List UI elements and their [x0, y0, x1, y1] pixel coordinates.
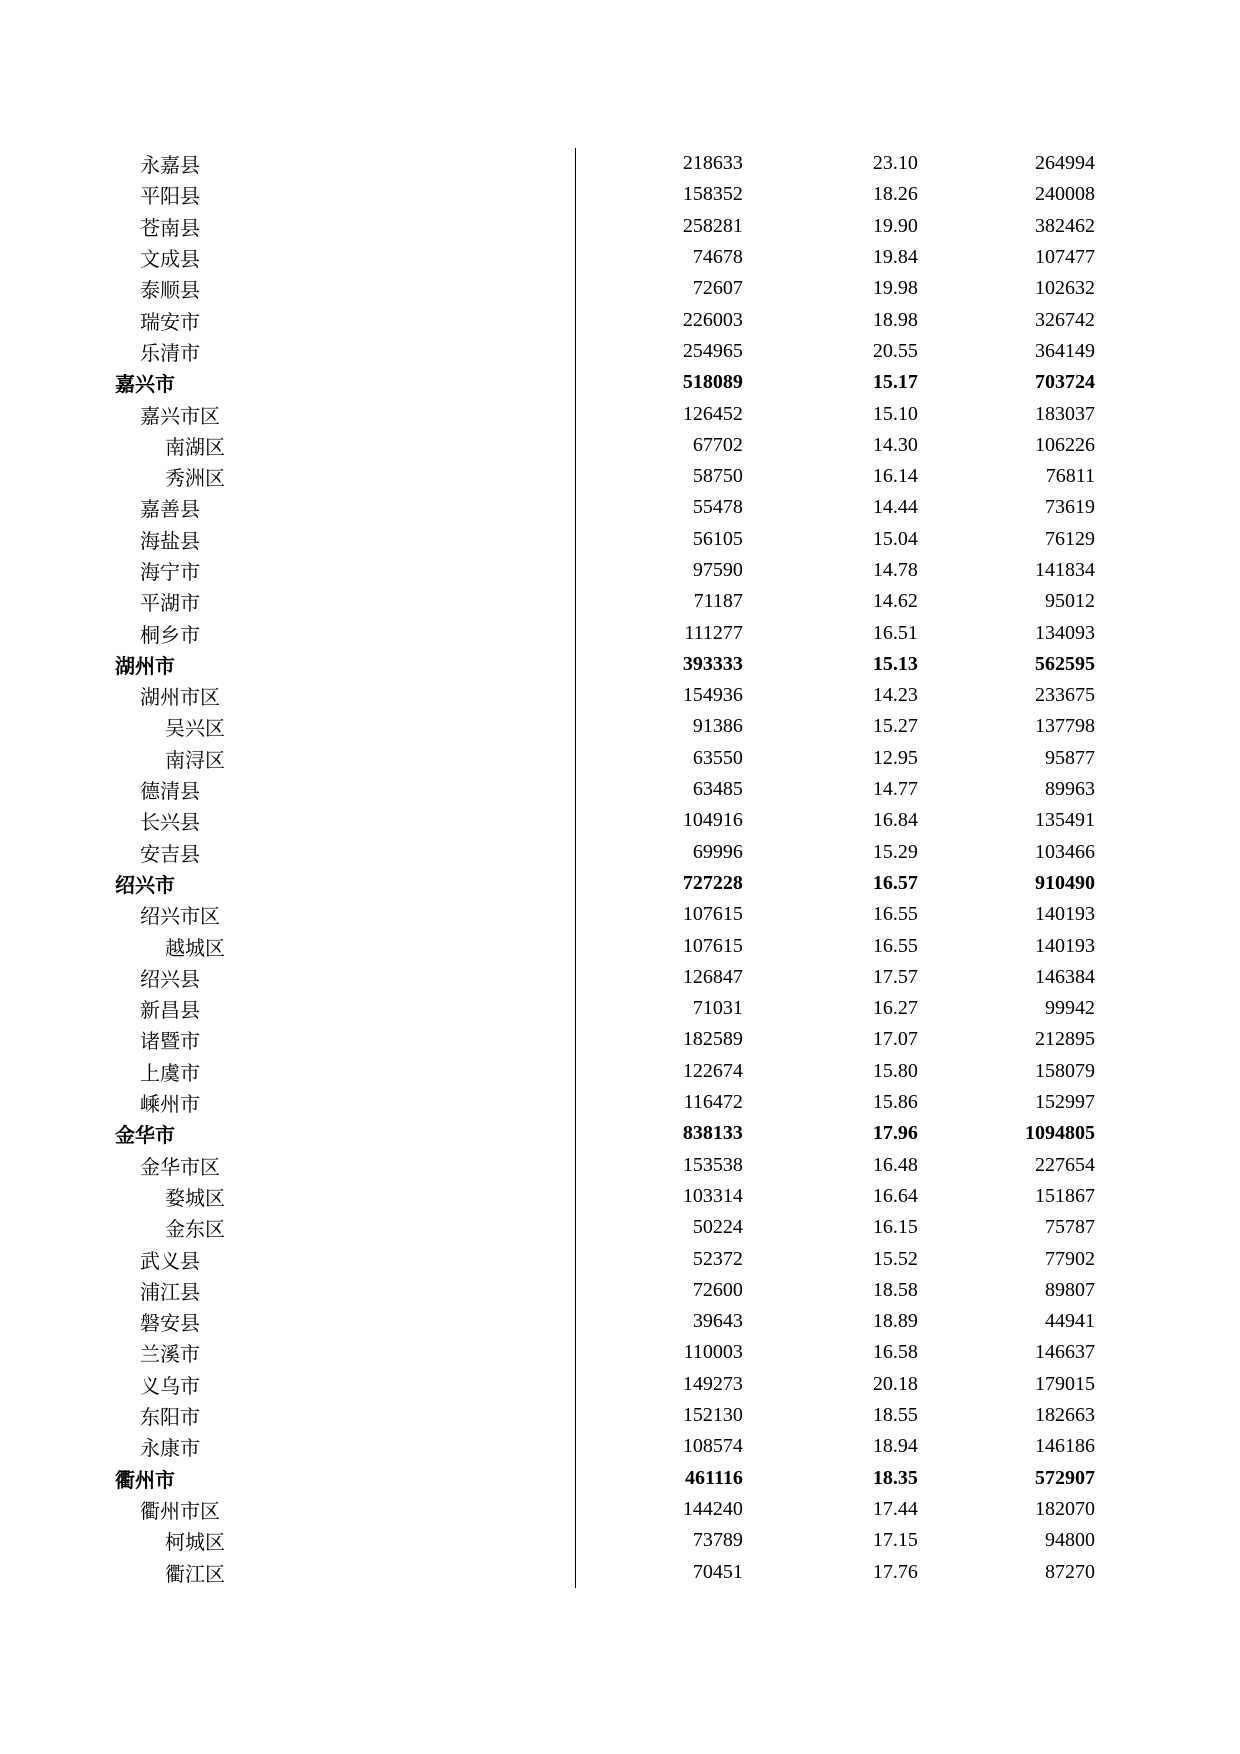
- value-3-cell: 89963: [1045, 778, 1095, 801]
- value-2-cell: 16.27: [872, 997, 918, 1020]
- region-name-cell: 绍兴县: [115, 962, 576, 993]
- value-1-cell: 152130: [682, 1404, 743, 1427]
- region-name-cell: 东阳市: [115, 1400, 576, 1431]
- value-1-cell: 218633: [682, 152, 743, 175]
- value-2-cell: 16.64: [872, 1184, 918, 1207]
- value-3-cell: 146384: [1035, 965, 1095, 988]
- value-3-cell: 151867: [1035, 1184, 1095, 1207]
- value-2-cell: 15.04: [872, 527, 918, 550]
- county-row: [115, 1400, 1095, 1431]
- county-row: [115, 1150, 1095, 1181]
- city-row: [115, 868, 1095, 899]
- region-name-cell: 上虞市: [115, 1056, 576, 1087]
- value-1-cell: 58750: [692, 465, 743, 488]
- value-2-cell: 20.55: [872, 339, 918, 362]
- county-row: [115, 304, 1095, 335]
- value-2-cell: 15.10: [872, 402, 918, 425]
- value-1-cell: 71031: [692, 997, 743, 1020]
- value-3-cell: 107477: [1035, 246, 1095, 269]
- region-name-cell: 苍南县: [115, 211, 576, 242]
- county-row: [115, 617, 1095, 648]
- value-3-cell: 103466: [1035, 840, 1095, 863]
- region-name-cell: 德清县: [115, 774, 576, 805]
- value-3-cell: 95012: [1045, 590, 1095, 613]
- city-row: [115, 1118, 1095, 1149]
- value-3-cell: 75787: [1045, 1216, 1095, 1239]
- county-row: [115, 680, 1095, 711]
- value-1-cell: 116472: [683, 1091, 743, 1114]
- value-2-cell: 15.80: [872, 1059, 918, 1082]
- value-2-cell: 14.44: [872, 496, 918, 519]
- value-3-cell: 140193: [1035, 934, 1095, 957]
- value-3-cell: 182070: [1035, 1497, 1095, 1520]
- district-row: [115, 1181, 1095, 1212]
- value-3-cell: 562595: [1035, 652, 1095, 675]
- value-2-cell: 23.10: [872, 152, 918, 175]
- value-3-cell: 146186: [1035, 1435, 1095, 1458]
- county-row: [115, 1369, 1095, 1400]
- county-row: [115, 1275, 1095, 1306]
- region-name-cell: 安吉县: [115, 837, 576, 868]
- value-1-cell: 126452: [682, 402, 743, 425]
- value-1-cell: 182589: [682, 1028, 743, 1051]
- value-1-cell: 158352: [682, 183, 743, 206]
- value-1-cell: 69996: [692, 840, 743, 863]
- region-name-cell: 长兴县: [115, 805, 576, 836]
- county-row: [115, 1337, 1095, 1368]
- region-name-cell: 文成县: [115, 242, 576, 273]
- value-1-cell: 153538: [682, 1153, 743, 1176]
- value-2-cell: 14.23: [872, 684, 918, 707]
- value-1-cell: 39643: [692, 1310, 743, 1333]
- value-3-cell: 134093: [1035, 621, 1095, 644]
- value-1-cell: 72607: [692, 277, 743, 300]
- region-name-cell: 柯城区: [115, 1525, 576, 1556]
- value-1-cell: 107615: [682, 903, 743, 926]
- value-3-cell: 382462: [1035, 214, 1095, 237]
- county-row: [115, 555, 1095, 586]
- value-1-cell: 50224: [692, 1216, 743, 1239]
- value-1-cell: 110003: [683, 1341, 743, 1364]
- region-name-cell: 金华市区: [115, 1150, 576, 1181]
- district-row: [115, 711, 1095, 742]
- value-2-cell: 16.55: [872, 903, 918, 926]
- region-name-cell: 平阳县: [115, 179, 576, 210]
- county-row: [115, 805, 1095, 836]
- value-2-cell: 15.13: [872, 652, 918, 675]
- value-2-cell: 19.90: [872, 214, 918, 237]
- value-2-cell: 17.76: [872, 1560, 918, 1583]
- county-row: [115, 1306, 1095, 1337]
- value-2-cell: 17.44: [872, 1497, 918, 1520]
- value-1-cell: 63550: [692, 746, 743, 769]
- region-name-cell: 乐清市: [115, 336, 576, 367]
- value-2-cell: 16.14: [872, 465, 918, 488]
- district-row: [115, 461, 1095, 492]
- value-3-cell: 140193: [1035, 903, 1095, 926]
- value-3-cell: 703724: [1035, 371, 1095, 394]
- city-row: [115, 367, 1095, 398]
- region-name-cell: 桐乡市: [115, 617, 576, 648]
- county-row: [115, 774, 1095, 805]
- value-1-cell: 52372: [692, 1247, 743, 1270]
- region-name-cell: 吴兴区: [115, 711, 576, 742]
- value-3-cell: 95877: [1045, 746, 1095, 769]
- value-1-cell: 108574: [682, 1435, 743, 1458]
- value-3-cell: 1094805: [1025, 1122, 1095, 1145]
- value-3-cell: 572907: [1035, 1466, 1095, 1489]
- value-2-cell: 16.84: [872, 809, 918, 832]
- county-row: [115, 211, 1095, 242]
- value-1-cell: 104916: [682, 809, 743, 832]
- value-1-cell: 73789: [692, 1529, 743, 1552]
- value-1-cell: 518089: [682, 371, 743, 394]
- region-name-cell: 湖州市: [115, 649, 576, 680]
- region-name-cell: 衢江区: [115, 1556, 576, 1587]
- value-3-cell: 146637: [1035, 1341, 1095, 1364]
- statistics-table: [115, 148, 1095, 1588]
- region-name-cell: 永嘉县: [115, 148, 576, 179]
- county-row: [115, 524, 1095, 555]
- value-2-cell: 20.18: [872, 1372, 918, 1395]
- value-1-cell: 91386: [692, 715, 743, 738]
- value-2-cell: 14.77: [872, 778, 918, 801]
- county-row: [115, 148, 1095, 179]
- value-1-cell: 254965: [682, 339, 743, 362]
- region-name-cell: 浦江县: [115, 1275, 576, 1306]
- county-row: [115, 837, 1095, 868]
- city-row: [115, 649, 1095, 680]
- value-2-cell: 19.98: [872, 277, 918, 300]
- district-row: [115, 743, 1095, 774]
- region-name-cell: 金东区: [115, 1212, 576, 1243]
- value-1-cell: 71187: [693, 590, 743, 613]
- value-2-cell: 15.29: [872, 840, 918, 863]
- value-2-cell: 19.84: [872, 246, 918, 269]
- region-name-cell: 秀洲区: [115, 461, 576, 492]
- county-row: [115, 1087, 1095, 1118]
- value-3-cell: 364149: [1035, 339, 1095, 362]
- value-2-cell: 14.78: [872, 559, 918, 581]
- value-1-cell: 393333: [682, 652, 743, 675]
- value-2-cell: 14.30: [872, 433, 918, 456]
- region-name-cell: 兰溪市: [115, 1337, 576, 1368]
- value-1-cell: 55478: [692, 496, 743, 519]
- county-row: [115, 1056, 1095, 1087]
- value-3-cell: 76129: [1045, 527, 1095, 550]
- value-2-cell: 17.07: [872, 1028, 918, 1051]
- value-1-cell: 461116: [685, 1466, 743, 1489]
- value-2-cell: 18.58: [872, 1278, 918, 1301]
- value-1-cell: 74678: [692, 246, 743, 269]
- statistics-table-body: [115, 148, 1095, 1588]
- value-3-cell: 212895: [1035, 1028, 1095, 1051]
- region-name-cell: 越城区: [115, 930, 576, 961]
- value-3-cell: 152997: [1035, 1091, 1095, 1114]
- region-name-cell: 金华市: [115, 1118, 576, 1149]
- region-name-cell: 武义县: [115, 1243, 576, 1274]
- value-2-cell: 18.98: [872, 308, 918, 331]
- region-name-cell: 绍兴市: [115, 868, 576, 899]
- region-name-cell: 南湖区: [115, 430, 576, 461]
- county-row: [115, 1243, 1095, 1274]
- district-row: [115, 430, 1095, 461]
- value-3-cell: 73619: [1045, 496, 1095, 519]
- value-3-cell: 183037: [1035, 402, 1095, 425]
- value-3-cell: 135491: [1035, 809, 1095, 832]
- value-3-cell: 94800: [1045, 1529, 1095, 1552]
- county-row: [115, 962, 1095, 993]
- region-name-cell: 泰顺县: [115, 273, 576, 304]
- value-1-cell: 149273: [682, 1372, 743, 1395]
- county-row: [115, 179, 1095, 210]
- district-row: [115, 1212, 1095, 1243]
- value-3-cell: 87270: [1045, 1560, 1095, 1583]
- value-1-cell: 103314: [682, 1184, 743, 1207]
- region-name-cell: 平湖市: [115, 586, 576, 617]
- value-2-cell: 16.48: [872, 1153, 918, 1176]
- value-1-cell: 226003: [682, 308, 743, 331]
- value-1-cell: 727228: [682, 871, 743, 894]
- value-1-cell: 67702: [692, 433, 743, 456]
- value-1-cell: 154936: [682, 684, 743, 707]
- value-3-cell: 326742: [1035, 308, 1095, 331]
- value-3-cell: 106226: [1035, 433, 1095, 456]
- district-row: [115, 1525, 1095, 1556]
- value-3-cell: 264994: [1035, 152, 1095, 175]
- value-2-cell: 18.94: [872, 1435, 918, 1458]
- value-2-cell: 16.57: [872, 871, 918, 894]
- region-name-cell: 诸暨市: [115, 1024, 576, 1055]
- value-3-cell: 99942: [1045, 997, 1095, 1020]
- county-row: [115, 1024, 1095, 1055]
- region-name-cell: 南浔区: [115, 743, 576, 774]
- value-1-cell: 107615: [682, 934, 743, 957]
- county-row: [115, 242, 1095, 273]
- county-row: [115, 1431, 1095, 1462]
- value-1-cell: 144240: [682, 1497, 743, 1520]
- value-3-cell: 158079: [1035, 1059, 1095, 1082]
- value-1-cell: 56105: [692, 527, 743, 550]
- value-2-cell: 18.55: [872, 1404, 918, 1427]
- region-name-cell: 义乌市: [115, 1369, 576, 1400]
- value-2-cell: 17.15: [872, 1529, 918, 1552]
- value-1-cell: 63485: [692, 778, 743, 801]
- value-3-cell: 179015: [1035, 1372, 1095, 1395]
- value-1-cell: 126847: [682, 965, 743, 988]
- value-2-cell: 15.17: [872, 371, 918, 394]
- value-1-cell: 838133: [682, 1122, 743, 1145]
- county-row: [115, 899, 1095, 930]
- value-2-cell: 12.95: [872, 746, 918, 769]
- value-2-cell: 16.55: [872, 934, 918, 957]
- region-name-cell: 湖州市区: [115, 680, 576, 711]
- city-row: [115, 1462, 1095, 1493]
- value-3-cell: 102632: [1035, 277, 1095, 300]
- region-name-cell: 衢州市区: [115, 1494, 576, 1525]
- value-3-cell: 77902: [1045, 1247, 1095, 1270]
- region-name-cell: 衢州市: [115, 1462, 576, 1493]
- region-name-cell: 嵊州市: [115, 1087, 576, 1118]
- value-2-cell: 18.35: [872, 1466, 918, 1489]
- value-3-cell: 240008: [1035, 183, 1095, 206]
- district-row: [115, 930, 1095, 961]
- county-row: [115, 336, 1095, 367]
- county-row: [115, 492, 1095, 523]
- county-row: [115, 273, 1095, 304]
- value-3-cell: 182663: [1035, 1404, 1095, 1427]
- value-1-cell: 111277: [684, 621, 743, 644]
- region-name-cell: 嘉兴市区: [115, 398, 576, 429]
- value-2-cell: 15.52: [872, 1247, 918, 1270]
- value-2-cell: 17.96: [872, 1122, 918, 1145]
- value-2-cell: 17.57: [872, 965, 918, 988]
- value-3-cell: 137798: [1035, 715, 1095, 738]
- region-name-cell: 瑞安市: [115, 304, 576, 335]
- region-name-cell: 海盐县: [115, 524, 576, 555]
- value-3-cell: 233675: [1035, 684, 1095, 707]
- region-name-cell: 绍兴市区: [115, 899, 576, 930]
- value-3-cell: 76811: [1045, 465, 1095, 488]
- value-2-cell: 15.86: [872, 1091, 918, 1114]
- region-name-cell: 婺城区: [115, 1181, 576, 1212]
- value-3-cell: 89807: [1045, 1278, 1095, 1301]
- county-row: [115, 398, 1095, 429]
- value-2-cell: 16.58: [872, 1341, 918, 1364]
- region-name-cell: 嘉兴市: [115, 367, 576, 398]
- value-3-cell: 44941: [1045, 1310, 1095, 1333]
- value-1-cell: 70451: [692, 1560, 743, 1583]
- value-1-cell: 97590: [692, 559, 743, 581]
- region-name-cell: 嘉善县: [115, 492, 576, 523]
- region-name-cell: 永康市: [115, 1431, 576, 1462]
- region-name-cell: 磐安县: [115, 1306, 576, 1337]
- district-row: [115, 1556, 1095, 1587]
- county-row: [115, 993, 1095, 1024]
- region-name-cell: 新昌县: [115, 993, 576, 1024]
- value-2-cell: 16.15: [872, 1216, 918, 1239]
- value-2-cell: 18.26: [872, 183, 918, 206]
- value-2-cell: 14.62: [872, 590, 918, 613]
- value-1-cell: 72600: [692, 1278, 743, 1301]
- value-1-cell: 122674: [682, 1059, 743, 1082]
- county-row: [115, 1494, 1095, 1525]
- value-2-cell: 18.89: [872, 1310, 918, 1333]
- value-1-cell: 258281: [682, 214, 743, 237]
- value-2-cell: 15.27: [872, 715, 918, 738]
- value-3-cell: 141834: [1035, 559, 1095, 581]
- value-2-cell: 16.51: [872, 621, 918, 644]
- value-3-cell: 910490: [1035, 871, 1095, 894]
- value-3-cell: 227654: [1035, 1153, 1095, 1176]
- county-row: [115, 586, 1095, 617]
- region-name-cell: 海宁市: [115, 555, 576, 586]
